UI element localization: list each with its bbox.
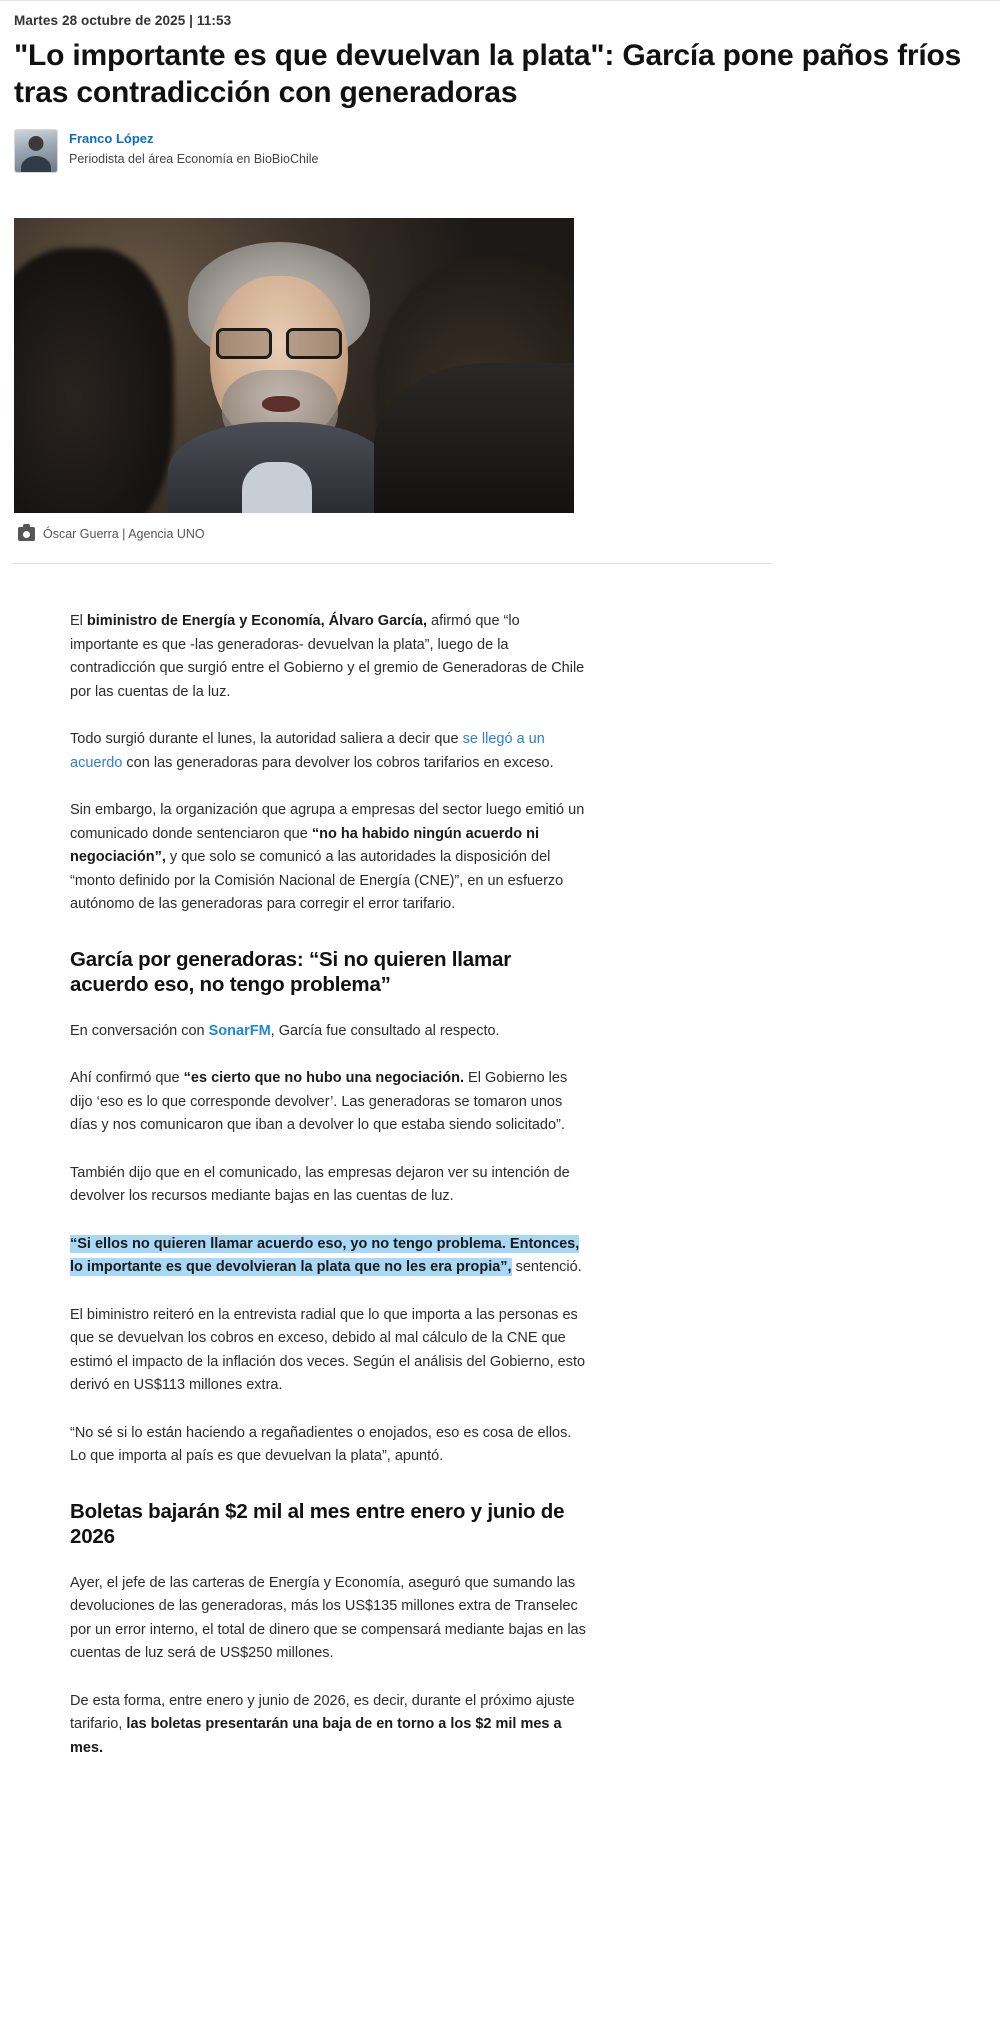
hero-image — [14, 218, 574, 513]
article-container — [0, 1, 1000, 1800]
paragraph-7 — [70, 1233, 590, 1280]
p11-text-a: De esta forma, entre enero y junio de 2026, es decir, durante el próximo ajuste tarifario, — [70, 1692, 575, 1733]
hero-subject-shirt — [242, 462, 312, 513]
image-credit-text: Óscar Guerra | Agencia UNO — [43, 527, 205, 542]
p4-text-b: , García fue consultado al respecto. — [270, 1022, 500, 1039]
highlighted-quote: “Si ellos no quieren llamar acuerdo eso, yo no tengo problema. Entonces, lo importante es que devolvieran la plata que no les era propia”, — [70, 1235, 580, 1276]
paragraph-4 — [70, 1020, 590, 1043]
section-heading-2: Boletas bajarán $2 mil al mes entre enero y junio de 2026 — [70, 1499, 565, 1549]
bottom-spacer — [10, 1760, 990, 1800]
section-heading-1: García por generadoras: “Si no quieren llamar acuerdo eso, no tengo problema” — [70, 947, 511, 997]
paragraph-11 — [70, 1690, 590, 1760]
image-credit — [14, 527, 990, 541]
content-divider — [12, 563, 772, 564]
byline-text — [69, 129, 318, 168]
p1-text-a: El — [70, 613, 87, 630]
p3-text-a: Sin embargo, la organización que agrupa a empresas del sector luego emitió un comunicado donde sentenciaron que — [70, 802, 585, 842]
glasses-icon — [214, 328, 344, 354]
byline — [10, 129, 990, 173]
inline-link-acuerdo[interactable]: se llegó a un acuerdo — [70, 731, 545, 771]
p5-text-a: Ahí confirmó que — [70, 1070, 184, 1087]
hero-foreground-left — [14, 248, 174, 513]
inline-link-sonarfm[interactable]: SonarFM — [208, 1022, 271, 1039]
hero-image-container — [10, 218, 990, 541]
p5-text-c: El Gobierno les dijo ‘eso es lo que corresponde devolver’. Las generadoras se tomaron unos días y nos comunicaron que iban a devolver lo que estaba siendo solicitado”. — [70, 1070, 568, 1134]
p1-bold: biministro de Energía y Economía, Álvaro García, — [86, 613, 427, 630]
paragraph-6: También dijo que en el comunicado, las empresas dejaron ver su intención de devolver los recursos mediante bajas en las cuentas de luz. — [70, 1164, 570, 1205]
author-role: Periodista del área Economía en BioBioChile — [69, 151, 319, 166]
hero-subject — [164, 242, 394, 513]
paragraph-5 — [70, 1067, 590, 1137]
p3-bold: “no ha habido ningún acuerdo ni negociación”, — [70, 825, 540, 866]
p1-text-c: afirmó que “lo importante es que -las generadoras- devuelvan la plata”, luego de la contradicción que surgió entre el Gobierno y el gremio de Generadoras de Chile por las cuentas de la luz. — [70, 613, 585, 700]
p3-text-c: y que solo se comunicó a las autoridades la disposición del “monto definido por la Comisión Nacional de Energía (CNE)”, en un esfuerzo autónomo de las generadoras para corregir el error tarifario. — [70, 849, 564, 913]
hero-subject-mouth — [262, 396, 300, 412]
camera-icon — [18, 527, 35, 541]
page-title: "Lo importante es que devuelvan la plata": García pone paños fríos tras contradicción con generadoras — [14, 39, 962, 109]
publish-date: Martes 28 octubre de 2025 | 11:53 — [14, 13, 232, 28]
p2-text-b: con las generadoras para devolver los cobros tarifarios en exceso. — [122, 754, 554, 771]
paragraph-9: “No sé si lo están haciendo a regañadientes o enojados, eso es cosa de ellos. Lo que importa al país es que devuelvan la plata”, apuntó. — [70, 1424, 572, 1465]
avatar — [14, 129, 58, 173]
paragraph-8: El biministro reiteró en la entrevista radial que lo que importa a las personas es que se devuelvan los cobros en exceso, debido al mal cálculo de la CNE que estimó el impacto de la inflación dos veces. Según el análisis del Gobierno, esto derivó en US$113 millones extra. — [70, 1306, 586, 1394]
article-body — [10, 610, 590, 1760]
p5-bold: “es cierto que no hubo una negociación. — [183, 1070, 465, 1087]
p4-text-a: En conversación con — [70, 1022, 209, 1039]
paragraph-10: Ayer, el jefe de las carteras de Energía y Economía, aseguró que sumando las devoluciones de las generadoras, más los US$135 millones extra de Transelec por un error interno, el total de dinero que se compensará mediante bajas en las cuentas de luz será de US$250 millones. — [70, 1574, 586, 1662]
paragraph-3 — [70, 799, 590, 916]
p11-bold: las boletas presentarán una baja de en torno a los $2 mil mes a mes. — [70, 1716, 562, 1756]
p7-text-b: sentenció. — [511, 1259, 582, 1276]
paragraph-1 — [70, 610, 590, 704]
paragraph-2 — [70, 728, 590, 775]
author-name-link[interactable]: Franco López — [69, 131, 154, 147]
p2-text-a: Todo surgió durante el lunes, la autoridad saliera a decir que — [70, 731, 463, 748]
